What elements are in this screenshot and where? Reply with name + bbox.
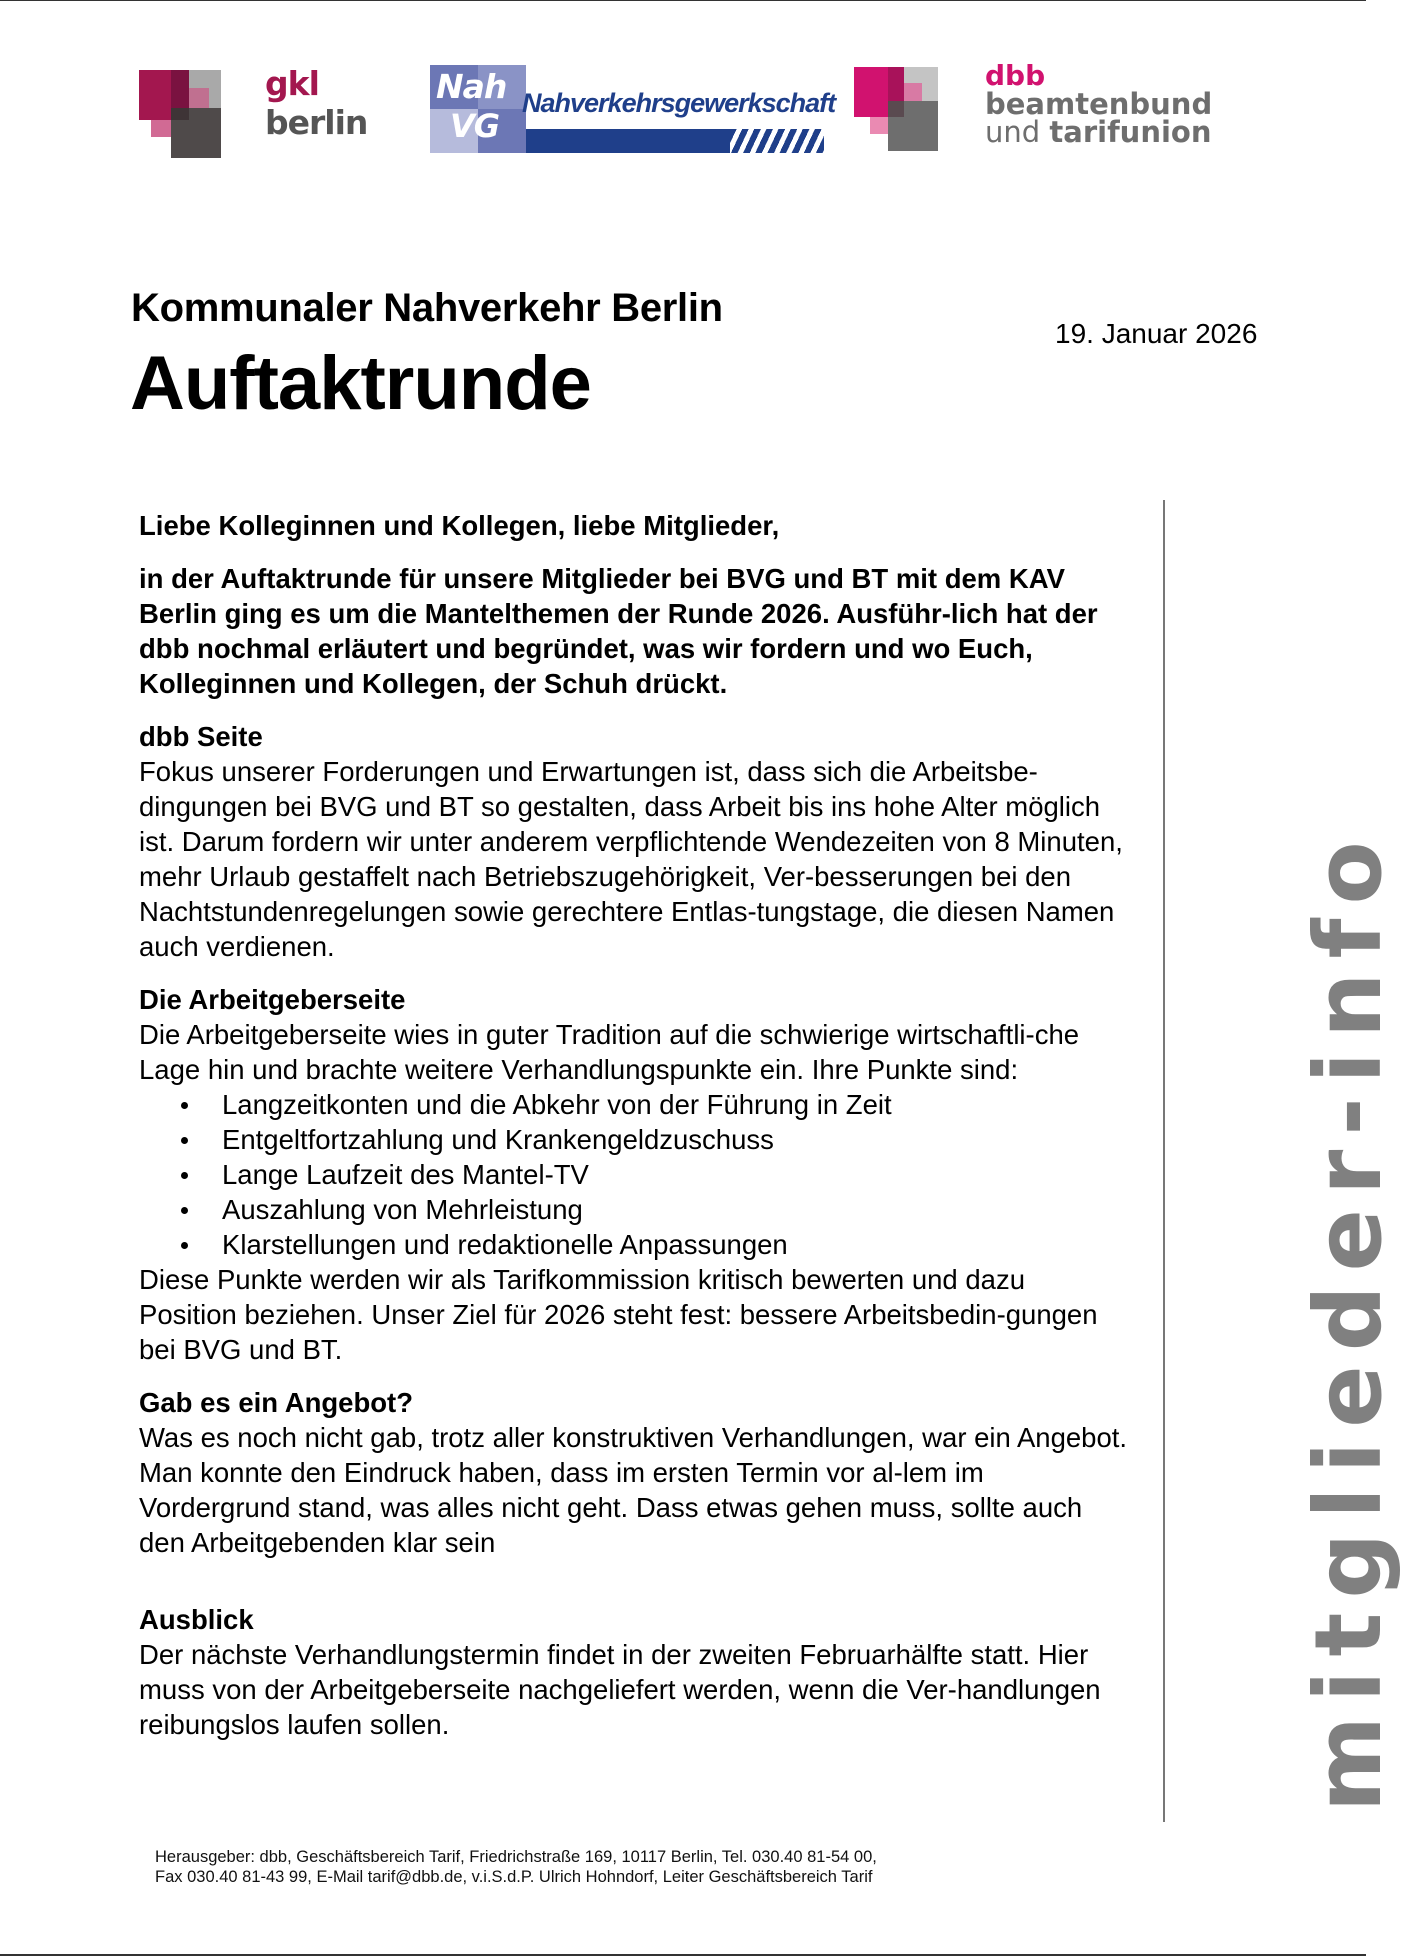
imprint-footer: [155, 1847, 877, 1887]
section-arbeitgeberseite: [139, 982, 1129, 1367]
document-subtitle: Kommunaler Nahverkehr Berlin: [131, 286, 723, 330]
list-item-text: Auszahlung von Mehrleistung: [222, 1194, 583, 1225]
greeting: Liebe Kolleginnen und Kollegen, liebe Mitglieder,: [139, 510, 780, 541]
bullet-icon: [181, 1207, 188, 1214]
nahvg-logo-box: [430, 65, 526, 153]
document-title: Auftaktrunde: [130, 341, 591, 426]
list-item: [139, 1157, 1129, 1192]
list-item: [139, 1192, 1129, 1227]
bullet-icon: [181, 1137, 188, 1144]
section-text: Fokus unserer Forderungen und Erwartungen ist, dass sich die Arbeitsbe-dingungen bei BVG und BT so gestalten, dass Arbeit bis ins hohe Alter möglich ist. Darum fordern wir unter anderem verpflichtende Wendezeiten von 8 Minuten, mehr Urlaub gestaffelt nach Betriebszugehörigkeit, Ver-besserungen bei den Nachtstundenregelungen sowie gerechtere Entlas-tungstage, die diesen Namen auch verdienen.: [139, 756, 1123, 962]
section-heading: Ausblick: [139, 1604, 254, 1635]
document-body: [139, 508, 1129, 1742]
list-item: [139, 1087, 1129, 1122]
bullet-icon: [181, 1102, 188, 1109]
intro-paragraph: in der Auftaktrunde für unsere Mitglieder bei BVG und BT mit dem KAV Berlin ging es um die Mantelthemen der Runde 2026. Ausführ-lich hat der dbb nochmal erläutert und begründet, was wir fordern und wo Euch, Kolleginnen und Kollegen, der Schuh drückt.: [139, 563, 1098, 699]
list-item-text: Langzeitkonten und die Abkehr von der Führung in Zeit: [222, 1089, 892, 1120]
section-ausblick: [139, 1602, 1129, 1742]
nahvg-logo-vg: VG: [450, 107, 500, 145]
section-heading: Die Arbeitgeberseite: [139, 984, 406, 1015]
section-angebot: [139, 1385, 1129, 1560]
bullet-icon: [181, 1172, 188, 1179]
nahvg-logo-name: Nahverkehrsgewerkschaft: [522, 88, 836, 118]
section-heading: Gab es ein Angebot?: [139, 1387, 414, 1418]
dbb-logo-beamtenbund: beamtenbund: [985, 87, 1213, 121]
section-dbb-seite: [139, 719, 1129, 964]
sidebar-divider: [1163, 500, 1165, 1822]
section-text-after: Diese Punkte werden wir als Tarifkommission kritisch bewerten und dazu Position beziehen. Unser Ziel für 2026 steht fest: bessere Arbeitsbedin-gungen bei BVG und BT.: [139, 1264, 1098, 1365]
section-heading: dbb Seite: [139, 721, 263, 752]
gkl-logo-word-gkl: gkl: [265, 64, 319, 103]
footer-line-2: Fax 030.40 81-43 99, E-Mail tarif@dbb.de, v.i.S.d.P. Ulrich Hohndorf, Leiter Geschäftsbereich Tarif: [155, 1868, 873, 1886]
list-item: [139, 1227, 1129, 1262]
bullet-icon: [181, 1242, 188, 1249]
dbb-logo-dbb: dbb: [985, 59, 1046, 92]
section-text: Der nächste Verhandlungstermin findet in der zweiten Februarhälfte statt. Hier muss von der Arbeitgeberseite nachgeliefert werden, wenn die Ver-handlungen reibungslos laufen sollen.: [139, 1639, 1101, 1740]
gkl-logo-word-berlin: berlin: [265, 103, 368, 142]
dbb-logo-tarifunion: tarifunion: [1049, 115, 1212, 149]
footer-line-1: Herausgeber: dbb, Geschäftsbereich Tarif, Friedrichstraße 169, 10117 Berlin, Tel. 030.40 81-54 00,: [155, 1848, 877, 1866]
nahvg-logo-nah: Nah: [436, 67, 507, 106]
section-text: Was es noch nicht gab, trotz aller konstruktiven Verhandlungen, war ein Angebot. Man konnte den Eindruck haben, dass im ersten Termin vor al-lem im Vordergrund stand, was alles nicht geht. Dass etwas gehen muss, sollte auch den Arbeitgebenden klar sein: [139, 1422, 1128, 1558]
employer-points-list: [139, 1087, 1129, 1262]
list-item-text: Lange Laufzeit des Mantel-TV: [222, 1159, 589, 1190]
nahvg-logo-stripes: [730, 129, 824, 153]
list-item-text: Klarstellungen und redaktionelle Anpassungen: [222, 1229, 788, 1260]
dbb-logo-und: und: [985, 115, 1041, 149]
nahvg-logo: [430, 65, 836, 153]
list-item-text: Entgeltfortzahlung und Krankengeldzuschuss: [222, 1124, 774, 1155]
document-date: 19. Januar 2026: [1055, 318, 1258, 349]
mitglieder-info-label: mitglieder-info: [1295, 827, 1402, 1812]
list-item: [139, 1122, 1129, 1157]
nahvg-logo-bar: [526, 129, 756, 153]
section-text: Die Arbeitgeberseite wies in guter Tradition auf die schwierige wirtschaftli-che Lage hin und brachte weitere Verhandlungspunkte ein. Ihre Punkte sind:: [139, 1019, 1080, 1085]
page-top-edge: [0, 0, 1366, 1]
